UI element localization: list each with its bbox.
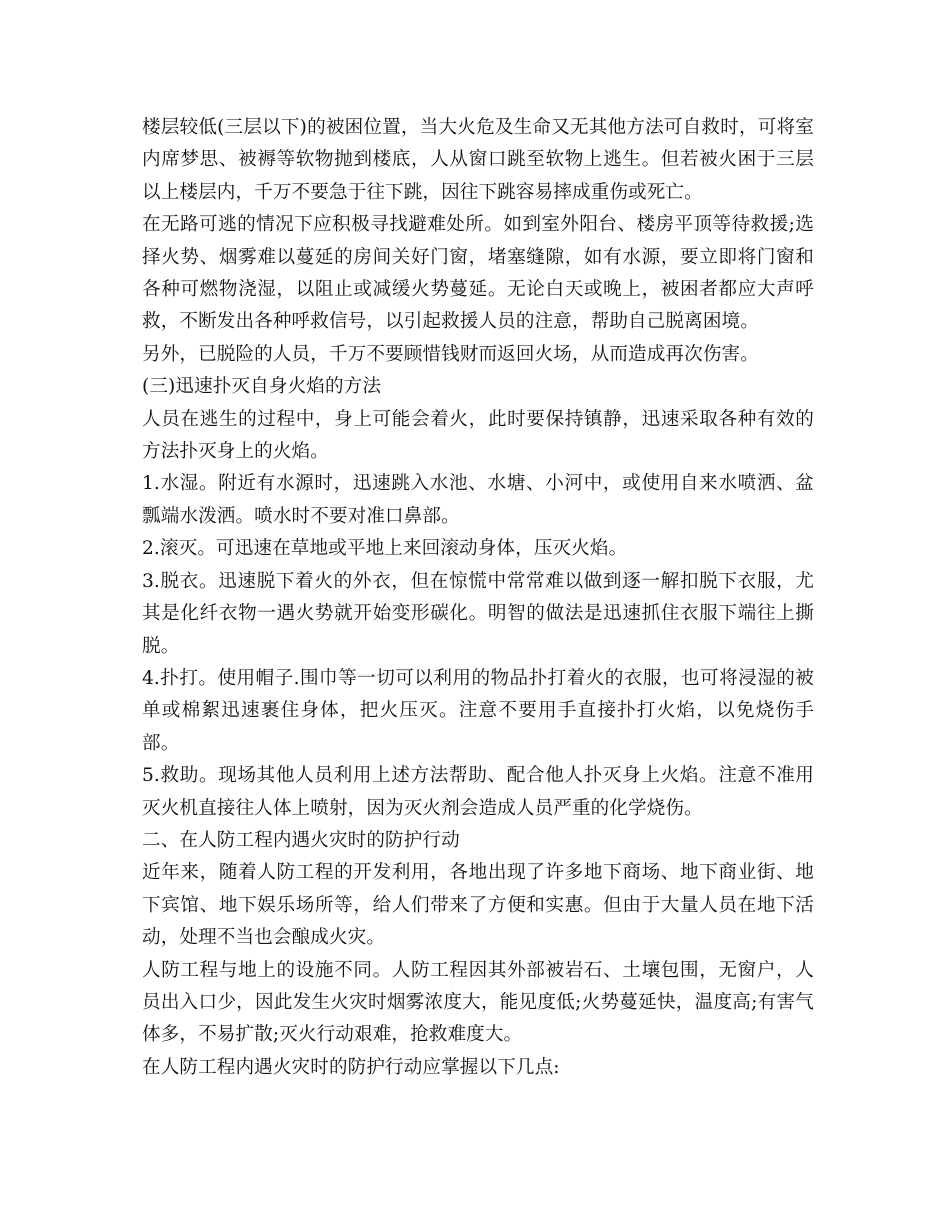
list-item-water: 1.水湿。附近有水源时，迅速跳入水池、水塘、小河中，或使用自来水喷洒、盆瓢端水泼洒。喷水时不要对准口鼻部。: [142, 473, 814, 527]
section-heading-extinguish-self: (三)迅速扑灭自身火焰的方法: [142, 376, 382, 398]
section-heading-underground: 二、在人防工程内遇火灾时的防护行动: [142, 829, 460, 851]
document-body: [142, 112, 814, 1084]
list-item-assist: 5.救助。现场其他人员利用上述方法帮助、配合他人扑灭身上火焰。注意不准用灭火机直接往人体上喷射，因为灭火剂会造成人员严重的化学烧伤。: [142, 765, 814, 819]
paragraph-seek-refuge: 在无路可逃的情况下应积极寻找避难处所。如到室外阳台、楼房平顶等待救援;选择火势、烟雾难以蔓延的房间关好门窗，堵塞缝隙，如有水源，要立即将门窗和各种可燃物浇湿，以阻止或减缓火势蔓延。无论白天或晚上，被困者都应大声呼救，不断发出各种呼救信号，以引起救援人员的注意，帮助自己脱离困境。: [142, 214, 814, 333]
list-item-remove-clothes: 3.脱衣。迅速脱下着火的外衣，但在惊慌中常常难以做到逐一解扣脱下衣服，尤其是化纤衣物一遇火势就开始变形碳化。明智的做法是迅速抓住衣服下端往上撕脱。: [142, 570, 814, 657]
paragraph-underground-points: 在人防工程内遇火灾时的防护行动应掌握以下几点:: [142, 1056, 560, 1078]
paragraph-underground-intro: 近年来，随着人防工程的开发利用，各地出现了许多地下商场、地下商业街、地下宾馆、地下娱乐场所等，给人们带来了方便和实惠。但由于大量人员在地下活动，处理不当也会酿成火灾。: [142, 862, 814, 949]
list-item-beat-out: 4.扑打。使用帽子.围巾等一切可以利用的物品扑打着火的衣服，也可将浸湿的被单或棉絮迅速裹住身体，把火压灭。注意不要用手直接扑打火焰，以免烧伤手部。: [142, 667, 814, 754]
paragraph-jump-escape: 楼层较低(三层以下)的被困位置，当大火危及生命又无其他方法可自救时，可将室内席梦思、被褥等软物抛到楼底，人从窗口跳至软物上逃生。但若被火困于三层以上楼层内，千万不要急于往下跳，因往下跳容易摔成重伤或死亡。: [142, 117, 814, 203]
list-item-roll: 2.滚灭。可迅速在草地或平地上来回滚动身体，压灭火焰。: [142, 538, 628, 560]
paragraph-underground-hazards: 人防工程与地上的设施不同。人防工程因其外部被岩石、土壤包围，无窗户，人员出入口少，因此发生火灾时烟雾浓度大，能见度低;火势蔓延快，温度高;有害气体多，不易扩散;灭火行动艰难，抢救难度大。: [142, 959, 814, 1046]
paragraph-clothes-on-fire: 人员在逃生的过程中，身上可能会着火，此时要保持镇静，迅速采取各种有效的方法扑灭身上的火焰。: [142, 408, 814, 463]
paragraph-do-not-return: 另外，已脱险的人员，千万不要顾惜钱财而返回火场，从而造成再次伤害。: [142, 343, 759, 365]
